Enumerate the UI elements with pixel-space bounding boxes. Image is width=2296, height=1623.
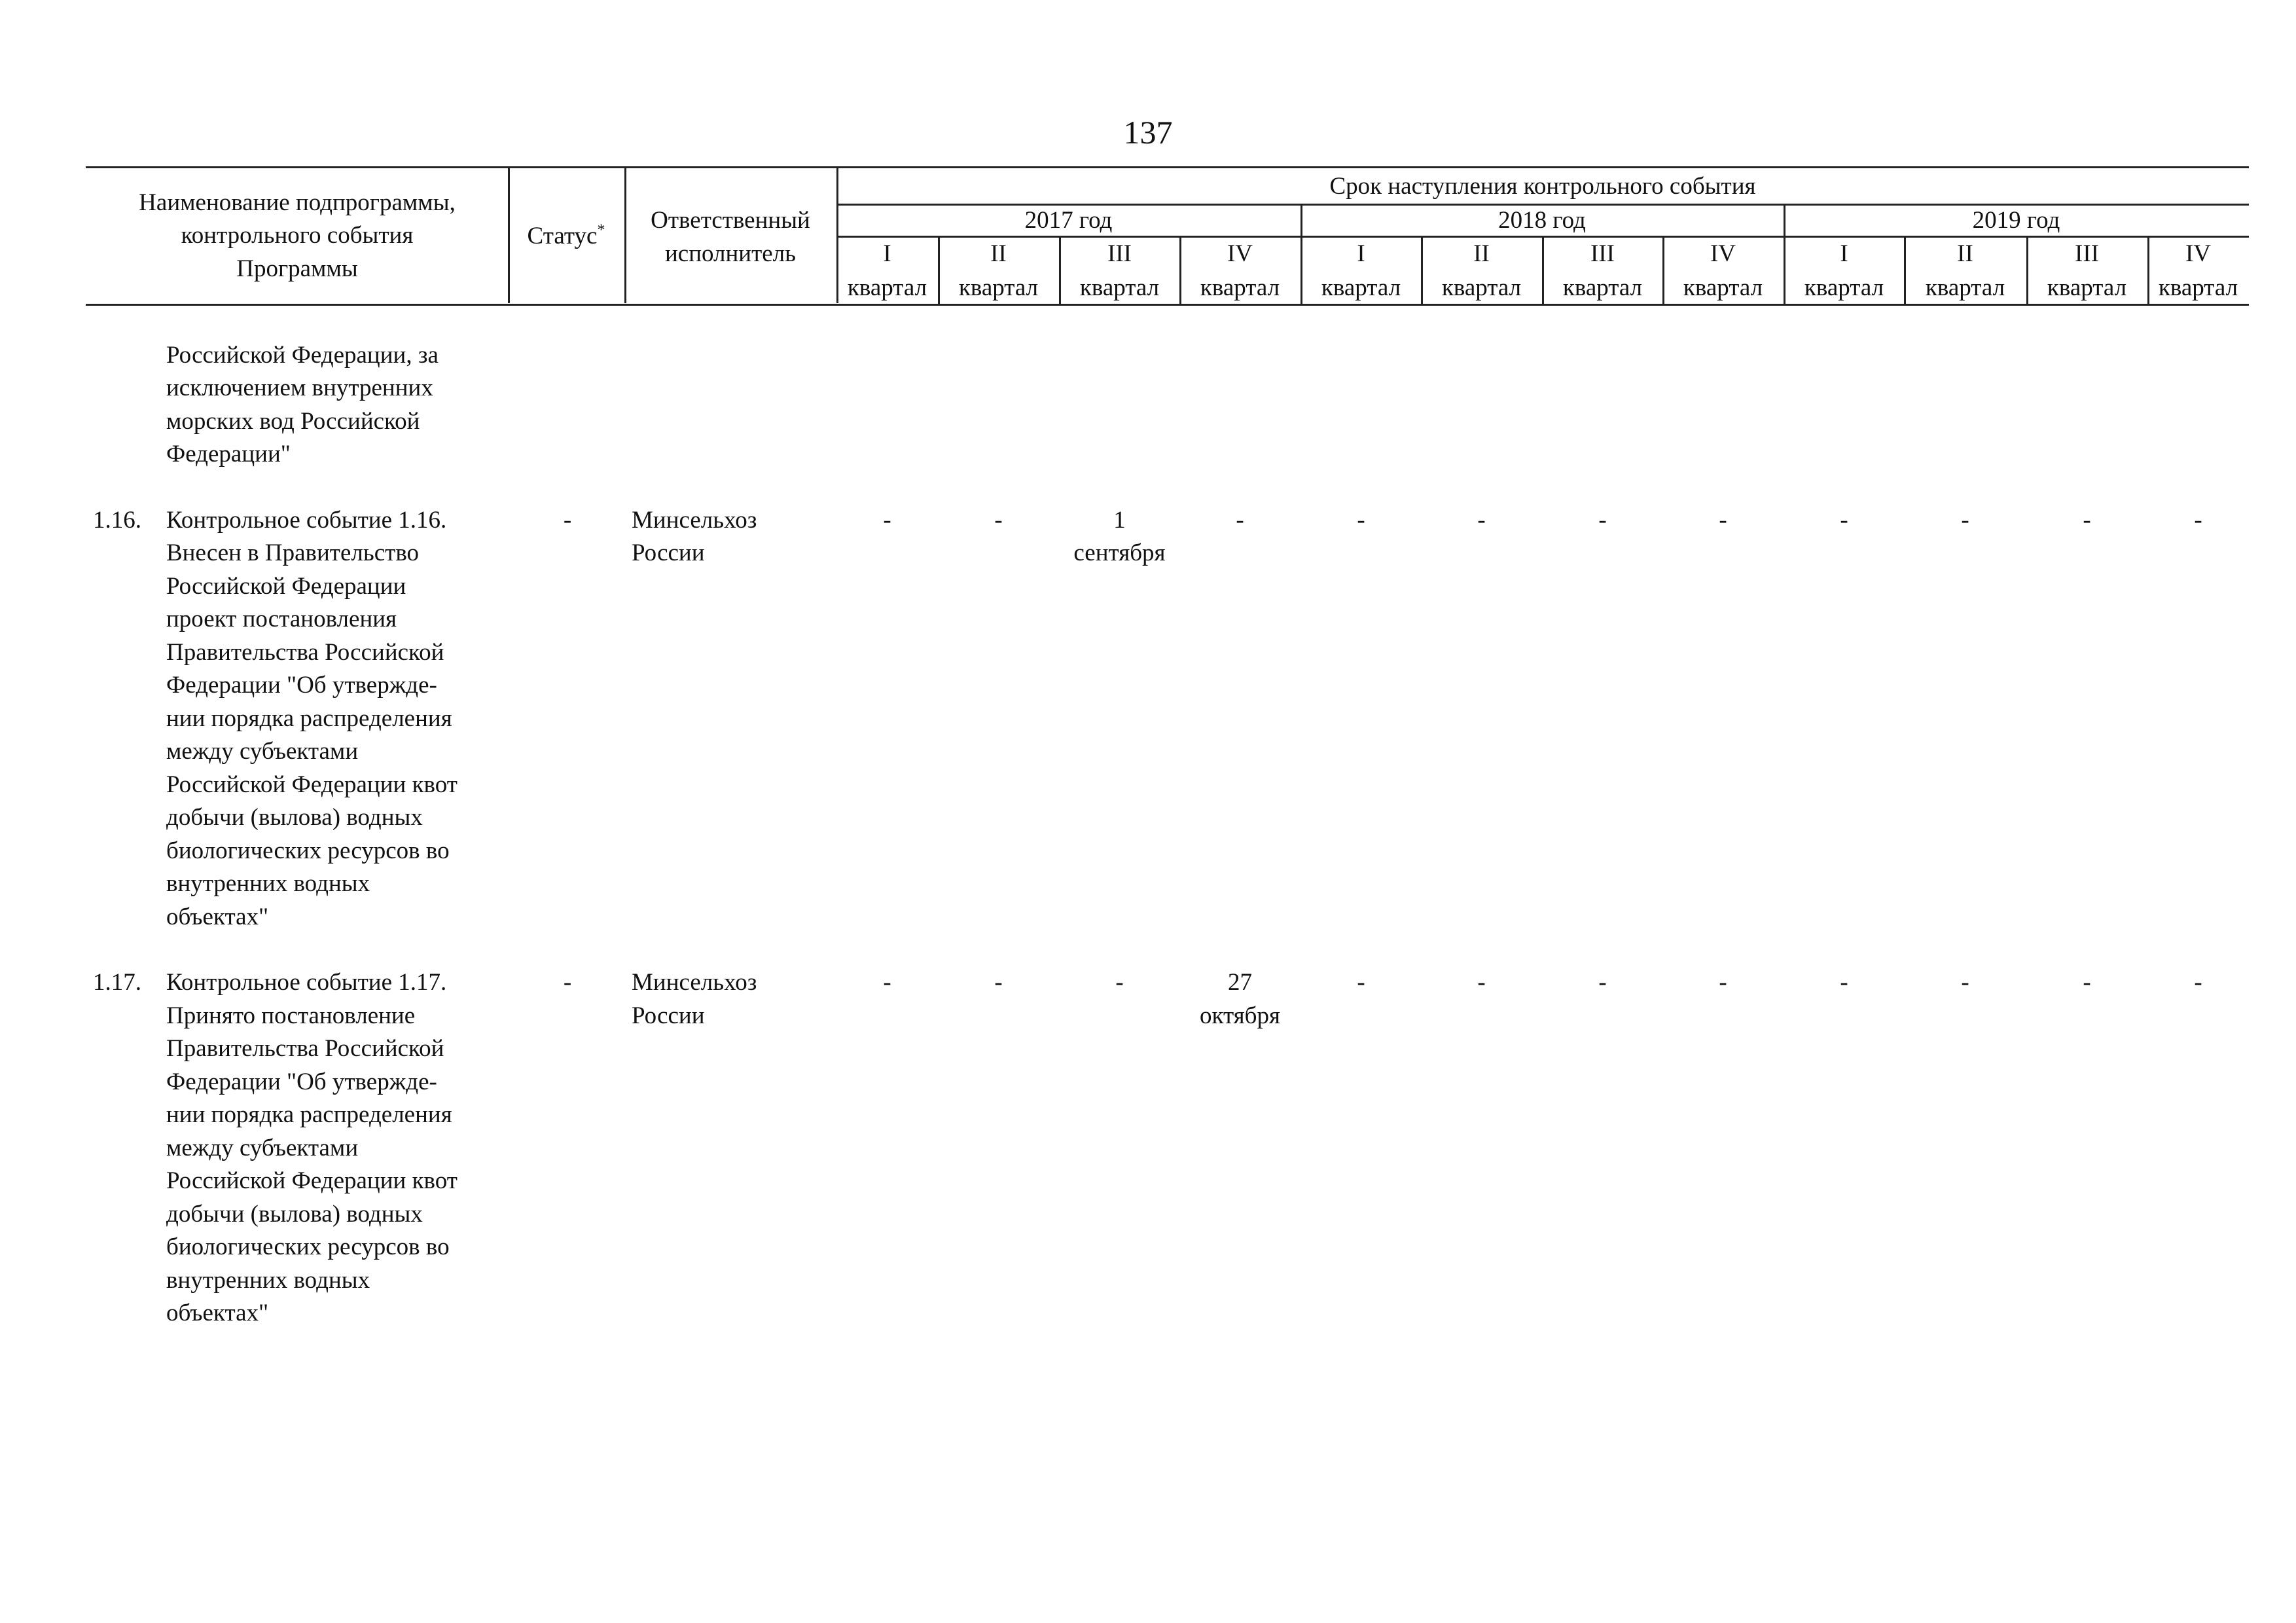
quarter-numeral: IV — [2185, 240, 2212, 267]
row-event-name-line: добычи (вылова) водных — [166, 804, 423, 831]
row-event-name-line: морских вод Российской — [166, 408, 420, 435]
quarter-label: квартал — [1683, 274, 1763, 301]
row-quarter-value: - — [883, 969, 891, 996]
row-event-name-line: Федерации" — [166, 441, 291, 467]
row-event-name-line: Федерации "Об утвержде- — [166, 672, 437, 699]
quarter-numeral: III — [1590, 240, 1615, 267]
row-quarter-value: - — [1477, 969, 1486, 996]
row-event-name-line: Контрольное событие 1.16. — [166, 507, 447, 534]
quarter-label: квартал — [2047, 274, 2127, 301]
quarter-numeral: I — [1357, 240, 1365, 267]
row-executor-line: России — [632, 539, 705, 566]
row-event-name-line: между субъектами — [166, 738, 359, 765]
row-event-name-line: Правительства Российской — [166, 1035, 444, 1062]
quarter-label: квартал — [2158, 274, 2238, 301]
row-quarter-value: - — [1357, 969, 1365, 996]
executor-column-header: Ответственный — [651, 207, 810, 234]
page-number: 137 — [1123, 114, 1173, 151]
row-quarter-value: - — [1598, 507, 1607, 534]
year-header: 2019 год — [1972, 207, 2060, 234]
row-status: - — [563, 507, 572, 534]
quarter-numeral: III — [1107, 240, 1132, 267]
row-event-name-line: Контрольное событие 1.17. — [166, 969, 447, 996]
row-number: 1.16. — [93, 507, 141, 534]
row-event-name-line: внутренних водных — [166, 1267, 370, 1294]
row-executor-line: России — [632, 1002, 705, 1029]
header-top-rule — [86, 166, 2249, 168]
row-quarter-value: - — [1961, 507, 1969, 534]
quarter-label: квартал — [958, 274, 1039, 301]
row-event-name-line: Правительства Российской — [166, 639, 444, 666]
row-quarter-value: - — [1357, 507, 1365, 534]
row-event-name-line: биологических ресурсов во — [166, 1233, 450, 1260]
row-quarter-value: сентября — [1073, 539, 1166, 566]
row-quarter-value: - — [1840, 969, 1848, 996]
row-quarter-value: - — [2194, 507, 2202, 534]
quarter-numeral: III — [2075, 240, 2099, 267]
row-quarter-value: - — [2083, 969, 2091, 996]
row-quarter-value: 27 — [1228, 969, 1252, 996]
row-event-name-line: биологических ресурсов во — [166, 837, 450, 864]
quarter-numeral: I — [883, 240, 891, 267]
name-column-header: Наименование подпрограммы, — [139, 189, 456, 216]
row-executor-line: Минсельхоз — [632, 969, 757, 996]
row-event-name-line: Федерации "Об утвержде- — [166, 1068, 437, 1095]
row-quarter-value: - — [994, 507, 1003, 534]
row-event-name-line: Российской Федерации, за — [166, 342, 439, 369]
row-status: - — [563, 969, 572, 996]
row-executor-line: Минсельхоз — [632, 507, 757, 534]
quarter-label: квартал — [1925, 274, 2005, 301]
name-column-header: Программы — [236, 255, 358, 282]
row-event-name-line: внутренних водных — [166, 870, 370, 897]
row-quarter-value: - — [1961, 969, 1969, 996]
row-event-name-line: Российской Федерации квот — [166, 1167, 457, 1194]
quarter-label: квартал — [1321, 274, 1401, 301]
quarter-label: квартал — [1200, 274, 1280, 301]
row-quarter-value: - — [1719, 507, 1727, 534]
row-event-name-line: Российской Федерации квот — [166, 771, 457, 798]
year-header: 2017 год — [1024, 207, 1113, 234]
executor-column-header: исполнитель — [664, 240, 797, 267]
quarter-numeral: I — [1840, 240, 1848, 267]
row-event-name-line: нии порядка распределения — [166, 705, 452, 732]
quarter-label: квартал — [1079, 274, 1160, 301]
row-event-name-line: Принято постановление — [166, 1002, 416, 1029]
row-quarter-value: - — [1115, 969, 1124, 996]
row-event-name-line: объектах" — [166, 1300, 269, 1326]
row-event-name-line: нии порядка распределения — [166, 1101, 452, 1128]
row-number: 1.17. — [93, 969, 141, 996]
row-event-name-line: Внесен в Правительство — [166, 539, 420, 566]
status-column-header: Статус* — [527, 221, 605, 249]
row-quarter-value: - — [1719, 969, 1727, 996]
row-event-name-line: объектах" — [166, 903, 269, 930]
row-event-name-line: Российской Федерации — [166, 573, 406, 600]
row-quarter-value: - — [1477, 507, 1486, 534]
name-column-header: контрольного события — [181, 222, 414, 249]
quarter-numeral: II — [990, 240, 1007, 267]
row-event-name-line: проект постановления — [166, 606, 397, 632]
row-quarter-value: 1 — [1113, 507, 1126, 534]
quarter-numeral: II — [1957, 240, 1973, 267]
row-quarter-value: - — [2194, 969, 2202, 996]
quarter-label: квартал — [847, 274, 927, 301]
row-event-name-line: между субъектами — [166, 1135, 359, 1161]
row-event-name-line: добычи (вылова) водных — [166, 1201, 423, 1228]
quarter-label: квартал — [1441, 274, 1522, 301]
row-event-name-line: исключением внутренних — [166, 374, 433, 401]
row-quarter-value: - — [2083, 507, 2091, 534]
year-header: 2018 год — [1498, 207, 1586, 234]
deadline-title: Срок наступления контрольного события — [1329, 173, 1756, 200]
quarter-numeral: IV — [1710, 240, 1736, 267]
row-quarter-value: - — [1598, 969, 1607, 996]
row-quarter-value: октября — [1199, 1002, 1281, 1029]
row-quarter-value: - — [994, 969, 1003, 996]
quarter-numeral: II — [1473, 240, 1490, 267]
row-quarter-value: - — [1840, 507, 1848, 534]
status-footnote-mark: * — [597, 221, 605, 239]
quarter-label: квартал — [1562, 274, 1643, 301]
row-quarter-value: - — [1236, 507, 1244, 534]
row-quarter-value: - — [883, 507, 891, 534]
quarter-numeral: IV — [1227, 240, 1253, 267]
quarter-label: квартал — [1804, 274, 1884, 301]
